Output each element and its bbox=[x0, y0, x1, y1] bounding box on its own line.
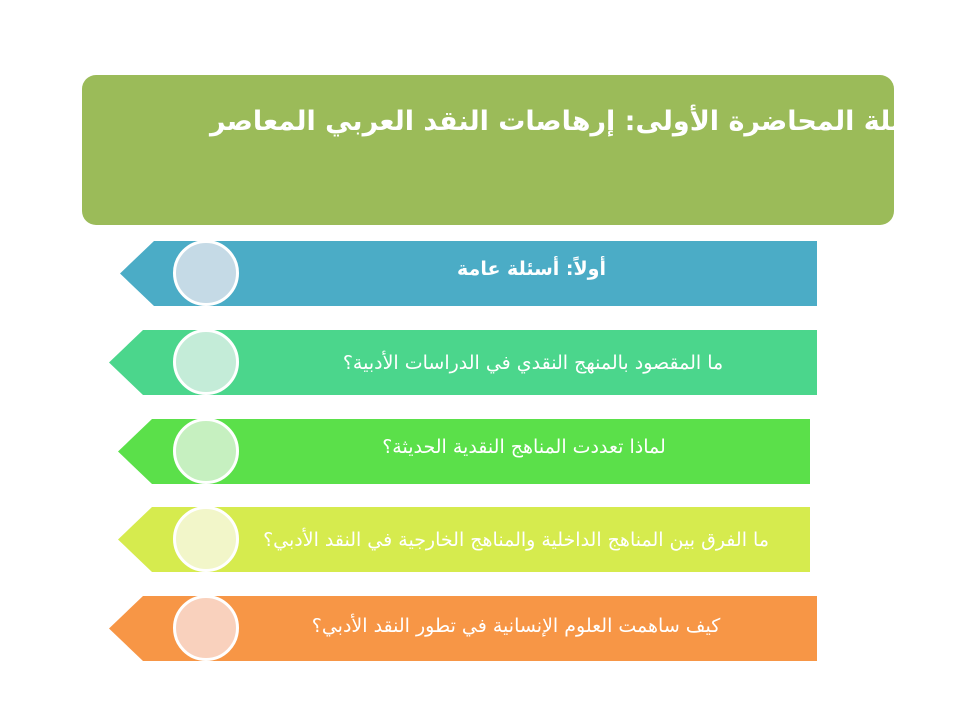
row-label: ما الفرق بين المناهج الداخلية والمناهج الخارجية في النقد الأدبي؟ bbox=[263, 528, 769, 551]
circle-marker bbox=[173, 418, 239, 484]
row-label: كيف ساهمت العلوم الإنسانية في تطور النقد الأدبي؟ bbox=[311, 614, 721, 637]
list-item bbox=[109, 596, 817, 661]
list-item bbox=[118, 419, 810, 484]
circle-marker bbox=[173, 506, 239, 572]
list-item bbox=[118, 507, 810, 572]
slide-title: أسئلة المحاضرة الأولى: إرهاصات النقد العربي المعاصر bbox=[209, 106, 938, 137]
title-box bbox=[82, 75, 894, 225]
row-label: أولاً: أسئلة عامة bbox=[457, 257, 606, 280]
list-item bbox=[109, 330, 817, 395]
row-label: لماذا تعددت المناهج النقدية الحديثة؟ bbox=[382, 435, 666, 458]
circle-marker bbox=[173, 240, 239, 306]
circle-marker bbox=[173, 595, 239, 661]
list-item bbox=[120, 241, 817, 306]
circle-marker bbox=[173, 329, 239, 395]
row-label: ما المقصود بالمنهج النقدي في الدراسات الأدبية؟ bbox=[342, 351, 724, 374]
